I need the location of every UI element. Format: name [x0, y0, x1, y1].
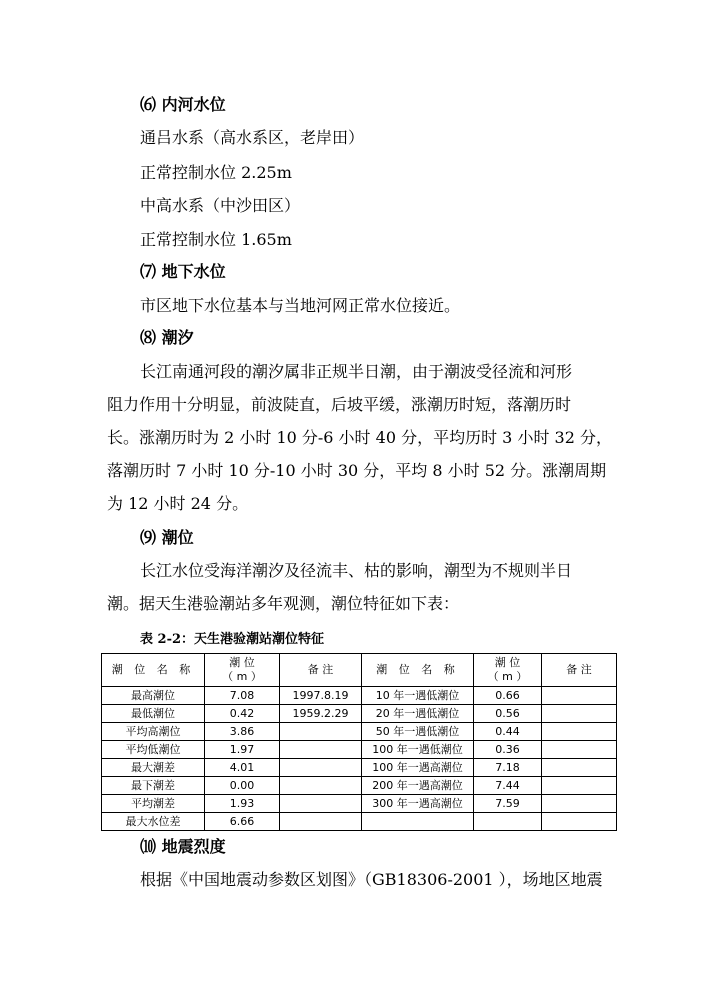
header-tide-level-2-unit: （ m ）: [487, 670, 528, 683]
section-6-line-1: 通吕水系（高水系区，老岸田）: [140, 128, 365, 147]
cell-tide-name-2: 200 年一遇高潮位: [362, 777, 474, 795]
cell-tide-name-1: 平均低潮位: [102, 741, 205, 759]
cell-tide-name-1: 平均高潮位: [102, 723, 205, 741]
section-8-paragraph-line-1: 长江南通河段的潮汐属非正规半日潮，由于潮波受径流和河形: [140, 362, 573, 381]
cell-tide-level-1: 0.42: [205, 705, 280, 723]
section-6-line-4: 正常控制水位 1.65m: [140, 230, 292, 249]
cell-tide-name-1: 最高潮位: [102, 687, 205, 705]
section-10-paragraph-line-1: 根据《中国地震动参数区划图》（GB18306-2001 ），场地区地震: [140, 870, 603, 889]
header-tide-level-2-label: 潮 位: [494, 656, 521, 669]
cell-note-1: [280, 795, 362, 813]
cell-note-2: [542, 687, 617, 705]
header-tide-level-1: [205, 654, 280, 687]
cell-note-2: [542, 795, 617, 813]
section-9-heading: ⑼ 潮位: [140, 528, 194, 547]
cell-tide-level-2: 7.44: [474, 777, 542, 795]
cell-tide-level-1: 4.01: [205, 759, 280, 777]
cell-tide-name-2: 100 年一遇低潮位: [362, 741, 474, 759]
cell-note-2: [542, 741, 617, 759]
section-8-paragraph-line-2: 阻力作用十分明显，前波陡直，后坡平缓，涨潮历时短，落潮历时: [107, 395, 572, 414]
section-7-heading: ⑺ 地下水位: [140, 262, 226, 281]
table-row: [102, 705, 617, 723]
cell-tide-level-1: 7.08: [205, 687, 280, 705]
table-row: [102, 759, 617, 777]
header-tide-level-1-label: 潮 位: [229, 656, 255, 669]
header-tide-name-2: 潮 位 名 称: [362, 654, 474, 687]
cell-note-2: [542, 723, 617, 741]
cell-note-2: [542, 777, 617, 795]
section-7-line-1: 市区地下水位基本与当地河网正常水位接近。: [140, 296, 461, 315]
cell-tide-name-2: 50 年一遇低潮位: [362, 723, 474, 741]
cell-note-1: 1997.8.19: [280, 687, 362, 705]
section-6-line-2: 正常控制水位 2.25m: [140, 163, 292, 182]
cell-tide-name-2: 300 年一遇高潮位: [362, 795, 474, 813]
table-row: [102, 723, 617, 741]
cell-tide-name-2: 100 年一遇高潮位: [362, 759, 474, 777]
section-10-heading: ⑽ 地震烈度: [140, 837, 226, 856]
section-8-paragraph-line-3: 长。涨潮历时为 2 小时 10 分-6 小时 40 分，平均历时 3 小时 32 分，: [107, 428, 612, 447]
cell-note-1: [280, 723, 362, 741]
section-8-paragraph-line-4: 落潮历时 7 小时 10 分-10 小时 30 分，平均 8 小时 52 分。涨潮周期: [107, 461, 607, 480]
section-8-paragraph-line-5: 为 12 小时 24 分。: [107, 494, 249, 513]
section-6-heading: ⑹ 内河水位: [140, 95, 226, 114]
cell-note-2: [542, 759, 617, 777]
cell-tide-level-2: 0.66: [474, 687, 542, 705]
table-row: [102, 741, 617, 759]
table-row: [102, 795, 617, 813]
cell-tide-name-1: 最大潮差: [102, 759, 205, 777]
cell-note-1: [280, 813, 362, 831]
cell-tide-level-2: 7.18: [474, 759, 542, 777]
cell-tide-level-1: 0.00: [205, 777, 280, 795]
section-9-paragraph-line-1: 长江水位受海洋潮汐及径流丰、枯的影响，潮型为不规则半日: [140, 561, 573, 580]
cell-note-1: [280, 759, 362, 777]
cell-note-1: [280, 777, 362, 795]
cell-tide-name-1: 平均潮差: [102, 795, 205, 813]
header-note-1: 备 注: [280, 654, 362, 687]
cell-note-1: 1959.2.29: [280, 705, 362, 723]
header-tide-level-2: [474, 654, 542, 687]
cell-tide-name-1: 最低潮位: [102, 705, 205, 723]
cell-tide-name-2: 10 年一遇低潮位: [362, 687, 474, 705]
header-note-2: 备 注: [542, 654, 617, 687]
table-row: [102, 813, 617, 831]
cell-tide-level-2: 0.44: [474, 723, 542, 741]
cell-note-1: [280, 741, 362, 759]
section-9-paragraph-line-2: 潮。据天生港验潮站多年观测，潮位特征如下表：: [107, 594, 460, 613]
tide-level-table: [101, 653, 617, 831]
table-caption: 表 2-2：天生港验潮站潮位特征: [140, 632, 325, 647]
cell-tide-level-2: 0.56: [474, 705, 542, 723]
table-row: [102, 687, 617, 705]
cell-tide-name-1: 最大水位差: [102, 813, 205, 831]
cell-tide-name-1: 最下潮差: [102, 777, 205, 795]
cell-note-2: [542, 705, 617, 723]
header-tide-name-1: 潮 位 名 称: [102, 654, 205, 687]
cell-tide-level-1: 1.97: [205, 741, 280, 759]
cell-tide-level-2: 0.36: [474, 741, 542, 759]
table-row: [102, 777, 617, 795]
section-8-heading: ⑻ 潮汐: [140, 328, 194, 347]
cell-tide-name-2: 20 年一遇低潮位: [362, 705, 474, 723]
section-6-line-3: 中高水系（中沙田区）: [140, 196, 301, 215]
cell-tide-level-1: 3.86: [205, 723, 280, 741]
table-header-row: [102, 654, 617, 687]
cell-tide-level-1: 6.66: [205, 813, 280, 831]
header-tide-level-1-unit: （ m ）: [222, 670, 262, 683]
cell-tide-name-2: [362, 813, 474, 831]
cell-note-2: [542, 813, 617, 831]
cell-tide-level-2: [474, 813, 542, 831]
cell-tide-level-1: 1.93: [205, 795, 280, 813]
cell-tide-level-2: 7.59: [474, 795, 542, 813]
